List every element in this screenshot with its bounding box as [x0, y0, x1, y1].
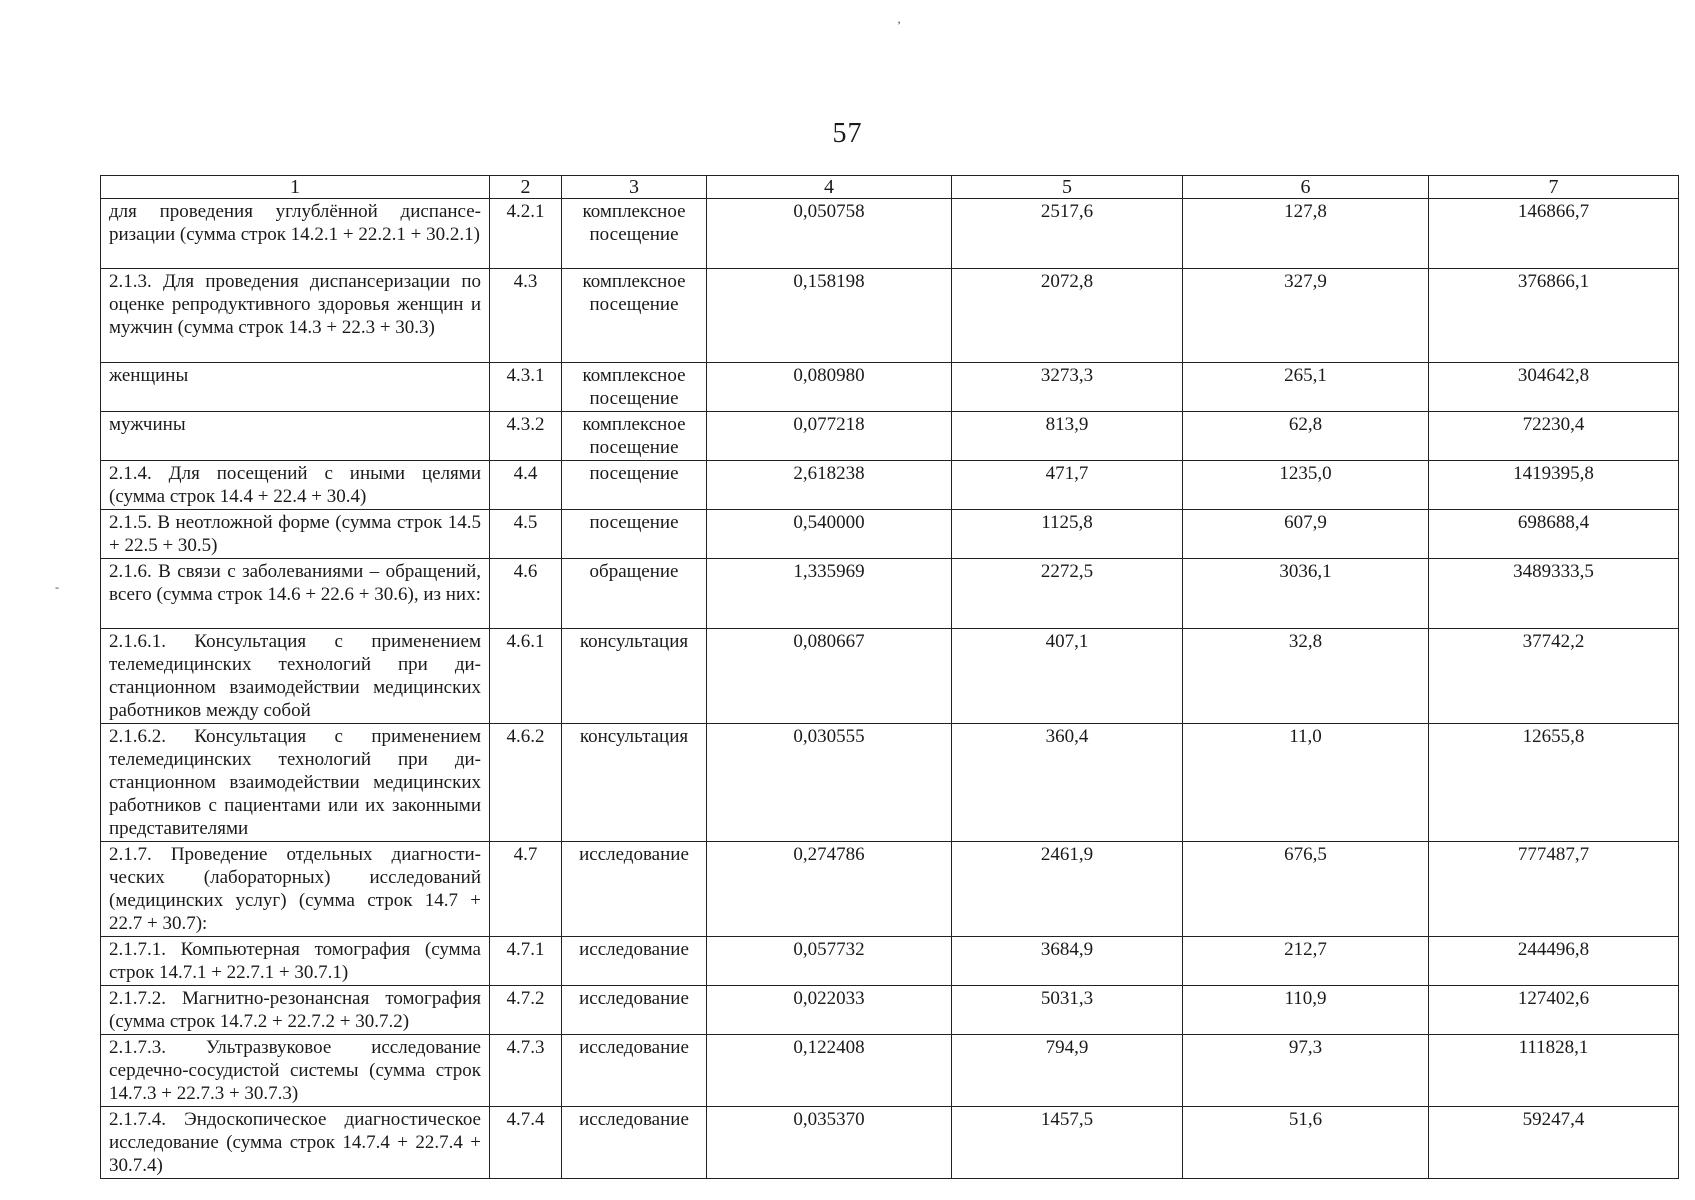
- table-row: [101, 510, 1679, 559]
- row-value-5: 3684,9: [952, 937, 1183, 986]
- row-name: мужчины: [101, 412, 490, 461]
- row-name: 2.1.7.3. Ультразвуковое исследование сердечно-сосудистой системы (сумма строк 14.7.3 + 22.7.3 + 30.7.3): [101, 1035, 490, 1107]
- row-value-4: 0,035370: [707, 1107, 952, 1179]
- table-row: [101, 629, 1679, 724]
- row-name: 2.1.7.2. Магнитно-резонансная томография (сумма строк 14.7.2 + 22.7.2 + 30.7.2): [101, 986, 490, 1035]
- table-row: [101, 937, 1679, 986]
- table-row: [101, 1107, 1679, 1179]
- row-code: 4.7.2: [490, 986, 562, 1035]
- row-value-7: 3489333,5: [1429, 559, 1679, 629]
- column-header-6: 6: [1183, 176, 1429, 199]
- row-unit: консультация: [562, 724, 707, 842]
- table-row: [101, 986, 1679, 1035]
- row-value-7: 37742,2: [1429, 629, 1679, 724]
- table-row: [101, 269, 1679, 363]
- row-value-4: 0,080667: [707, 629, 952, 724]
- row-value-4: 0,030555: [707, 724, 952, 842]
- row-value-7: 698688,4: [1429, 510, 1679, 559]
- table-row: [101, 1035, 1679, 1107]
- row-value-6: 265,1: [1183, 363, 1429, 412]
- table-row: [101, 461, 1679, 510]
- row-unit: комплексное посещение: [562, 199, 707, 269]
- row-value-5: 471,7: [952, 461, 1183, 510]
- table-row: [101, 363, 1679, 412]
- row-value-6: 110,9: [1183, 986, 1429, 1035]
- page-number: 57: [832, 118, 863, 149]
- row-value-5: 2072,8: [952, 269, 1183, 363]
- row-value-7: 777487,7: [1429, 842, 1679, 937]
- row-unit: комплексное посещение: [562, 412, 707, 461]
- table-row: [101, 724, 1679, 842]
- row-code: 4.6.1: [490, 629, 562, 724]
- row-value-7: 12655,8: [1429, 724, 1679, 842]
- row-unit: посещение: [562, 461, 707, 510]
- scan-mark-top: ’: [897, 18, 901, 32]
- row-name: 2.1.6.1. Консультация с применением телемедицинских технологий при дистанционном взаимодействии медицинских работников между собой: [101, 629, 490, 724]
- row-code: 4.7.4: [490, 1107, 562, 1179]
- row-name: женщины: [101, 363, 490, 412]
- row-code: 4.4: [490, 461, 562, 510]
- row-name: 2.1.5. В неотложной форме (сумма строк 14.5 + 22.5 + 30.5): [101, 510, 490, 559]
- row-value-6: 127,8: [1183, 199, 1429, 269]
- row-value-6: 62,8: [1183, 412, 1429, 461]
- column-header-3: 3: [562, 176, 707, 199]
- row-value-5: 1125,8: [952, 510, 1183, 559]
- row-unit: консультация: [562, 629, 707, 724]
- row-value-4: 0,022033: [707, 986, 952, 1035]
- row-value-5: 2461,9: [952, 842, 1183, 937]
- row-value-6: 327,9: [1183, 269, 1429, 363]
- row-code: 4.2.1: [490, 199, 562, 269]
- row-value-5: 2517,6: [952, 199, 1183, 269]
- row-value-6: 32,8: [1183, 629, 1429, 724]
- row-value-6: 212,7: [1183, 937, 1429, 986]
- row-value-6: 51,6: [1183, 1107, 1429, 1179]
- row-unit: исследование: [562, 1107, 707, 1179]
- data-table: [100, 175, 1679, 1179]
- row-value-7: 304642,8: [1429, 363, 1679, 412]
- row-unit: комплексное посещение: [562, 269, 707, 363]
- row-name: 2.1.6. В связи с заболеваниями – обращений, всего (сумма строк 14.6 + 22.6 + 30.6), из них:: [101, 559, 490, 629]
- row-value-4: 0,057732: [707, 937, 952, 986]
- row-name: 2.1.7.1. Компьютерная томография (сумма строк 14.7.1 + 22.7.1 + 30.7.1): [101, 937, 490, 986]
- row-value-6: 11,0: [1183, 724, 1429, 842]
- row-value-4: 2,618238: [707, 461, 952, 510]
- row-unit: исследование: [562, 937, 707, 986]
- row-unit: исследование: [562, 986, 707, 1035]
- table-row: [101, 559, 1679, 629]
- row-unit: комплексное посещение: [562, 363, 707, 412]
- row-value-7: 127402,6: [1429, 986, 1679, 1035]
- row-value-7: 59247,4: [1429, 1107, 1679, 1179]
- row-code: 4.6.2: [490, 724, 562, 842]
- row-value-4: 0,122408: [707, 1035, 952, 1107]
- row-value-5: 5031,3: [952, 986, 1183, 1035]
- row-value-5: 2272,5: [952, 559, 1183, 629]
- row-name: 2.1.4. Для посещений с иными целями (сумма строк 14.4 + 22.4 + 30.4): [101, 461, 490, 510]
- row-value-7: 111828,1: [1429, 1035, 1679, 1107]
- row-value-5: 794,9: [952, 1035, 1183, 1107]
- row-unit: исследование: [562, 842, 707, 937]
- row-value-5: 1457,5: [952, 1107, 1183, 1179]
- row-value-6: 676,5: [1183, 842, 1429, 937]
- row-value-5: 813,9: [952, 412, 1183, 461]
- row-unit: посещение: [562, 510, 707, 559]
- row-value-4: 0,274786: [707, 842, 952, 937]
- row-value-6: 1235,0: [1183, 461, 1429, 510]
- column-header-4: 4: [707, 176, 952, 199]
- row-value-7: 244496,8: [1429, 937, 1679, 986]
- row-name: 2.1.6.2. Консультация с применением телемедицинских технологий при дистанционном взаимодействии медицинских работников с пациентами или их законными представителями: [101, 724, 490, 842]
- row-name: 2.1.7. Проведение отдельных диагностических (лабораторных) исследований (медицинских услуг) (сумма строк 14.7 + 22.7 + 30.7):: [101, 842, 490, 937]
- row-value-4: 0,077218: [707, 412, 952, 461]
- row-code: 4.5: [490, 510, 562, 559]
- scan-mark-left: -: [55, 580, 59, 594]
- row-code: 4.6: [490, 559, 562, 629]
- row-value-4: 0,158198: [707, 269, 952, 363]
- row-value-5: 3273,3: [952, 363, 1183, 412]
- row-code: 4.7: [490, 842, 562, 937]
- row-value-6: 3036,1: [1183, 559, 1429, 629]
- row-unit: исследование: [562, 1035, 707, 1107]
- row-value-4: 0,540000: [707, 510, 952, 559]
- row-name: для проведения углублённой диспансеризации (сумма строк 14.2.1 + 22.2.1 + 30.2.1): [101, 199, 490, 269]
- row-value-6: 97,3: [1183, 1035, 1429, 1107]
- row-code: 4.7.3: [490, 1035, 562, 1107]
- row-code: 4.3.1: [490, 363, 562, 412]
- row-value-7: 146866,7: [1429, 199, 1679, 269]
- row-value-4: 0,080980: [707, 363, 952, 412]
- row-value-4: 1,335969: [707, 559, 952, 629]
- column-header-5: 5: [952, 176, 1183, 199]
- row-name: 2.1.3. Для проведения диспансеризации по оценке репродуктивного здоровья женщин и мужчин (сумма строк 14.3 + 22.3 + 30.3): [101, 269, 490, 363]
- row-code: 4.3.2: [490, 412, 562, 461]
- row-code: 4.7.1: [490, 937, 562, 986]
- row-value-4: 0,050758: [707, 199, 952, 269]
- row-value-7: 72230,4: [1429, 412, 1679, 461]
- row-code: 4.3: [490, 269, 562, 363]
- row-unit: обращение: [562, 559, 707, 629]
- row-value-7: 1419395,8: [1429, 461, 1679, 510]
- row-name: 2.1.7.4. Эндоскопическое диагностическое исследование (сумма строк 14.7.4 + 22.7.4 + 30.7.4): [101, 1107, 490, 1179]
- row-value-5: 360,4: [952, 724, 1183, 842]
- table-row: [101, 199, 1679, 269]
- row-value-5: 407,1: [952, 629, 1183, 724]
- table-row: [101, 842, 1679, 937]
- header-row: [101, 176, 1679, 199]
- row-value-7: 376866,1: [1429, 269, 1679, 363]
- column-header-1: 1: [101, 176, 490, 199]
- row-value-6: 607,9: [1183, 510, 1429, 559]
- column-header-2: 2: [490, 176, 562, 199]
- column-header-7: 7: [1429, 176, 1679, 199]
- table-row: [101, 412, 1679, 461]
